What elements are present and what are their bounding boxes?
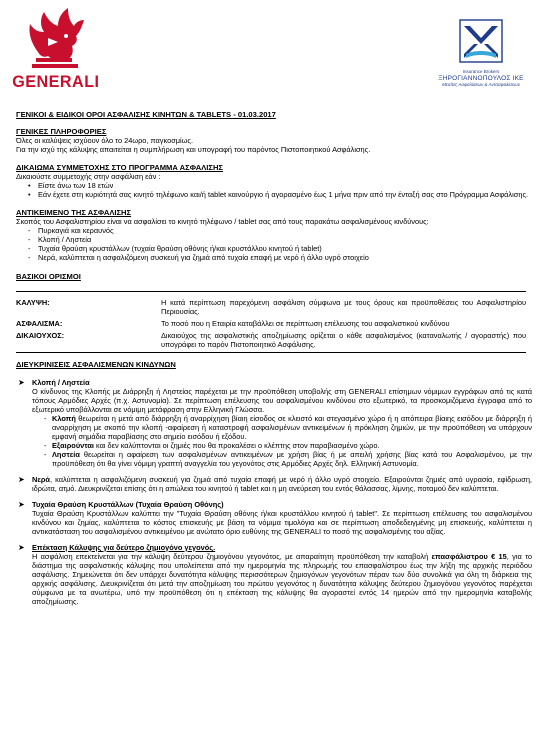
sub-term: Εξαιρούνται [52, 441, 94, 450]
risk-title: Τυχαία Θραύση Κρυστάλλων (Τυχαία Θραύση Οθόνης) [32, 500, 224, 509]
section-heading-general: ΓΕΝΙΚΕΣ ΠΛΗΡΟΦΟΡΙΕΣ [16, 127, 107, 136]
broker-logo [425, 14, 537, 100]
divider [16, 291, 526, 292]
winged-lion-icon [18, 8, 92, 70]
risk-text: , για το διάστημα της ασφαλιστικής κάλυψης που υπολείπεται από την ημερομηνία της πληρωμής του επασφαλίστρου έως την λήξη της αρχικής περιόδου ασφάλισης. Σημειώνεται ότι δεν υπάρχει δυνατότητα κάλυψης περισσότερων ζημιογόνων γεγονότων πέραν των δύο συνολικά για όλη τη διάρκεια της αρχικής ασφάλισης. Διευκρινίζεται ότι μετά την αποζημίωση του πρώτου γεγονότος η δυνατότητα κάλυψης δεύτερου ζημιογόνου γεγονότος παρέχεται σύμφωνα με τα ανωτέρω, υπό την προϋπόθεση ότι η επέκταση της κάλυψης θα αγοραστεί εντός 14 ημερών από την ημερομηνία καταβολής αποζημίωσης. [32, 552, 532, 606]
table-row [16, 298, 526, 319]
definition-text: Δικαιούχος της ασφαλιστικής αποζημίωσης ορίζεται ο κάθε ασφαλισμένος (καταναλωτής / αγοραστής) που υπογράφει το παρόν Πιστοποιητικό Ασφάλισης. [161, 331, 526, 349]
definitions-table [16, 298, 526, 352]
risk-text: Η ασφάλιση επεκτείνεται για την κάλυψη δεύτερου ζημιογόνου γεγονότος, με απαραίτητη προϋπόθεση την καταβολή [32, 552, 432, 561]
eligibility-list [16, 181, 532, 199]
sub-text: και δεν καλύπτονται οι ζημιές που θα προκαλέσει ο κλέπτης στον παραβιασμένο χώρο. [93, 441, 380, 450]
document-body [16, 110, 532, 606]
section-heading-definitions: ΒΑΣΙΚΟΙ ΟΡΙΣΜΟΙ [16, 272, 81, 281]
list-item [44, 450, 532, 468]
risk-body: Τυχαία Θραύση Κρυστάλλων καλύπτει την "Τυχαία Θραύση οθόνης ή/και κρυστάλλου κινητού ή tablet". Σε περίπτωση επέλευσης του ασφαλισμένου κινδύνου και ζημίας, καλύπτεται το κόστος επισκευής με βάση τα νόμιμα τιμολόγια και σε περίπτωση αποδεδειγμένης μη επισκευής, καλύπτεται η αντικατάσταση του ασφαλισμένου αντικειμένου με ανώτατο όριο ευθύνης της GENERALI το ποσό της ασφαλισμένης του αξίας. [32, 509, 532, 536]
sub-text: θεωρείται η αφαίρεση των ασφαλισμένων αντικειμένων με χρήση βίας ή με απειλή χρήσης βίας κατά του Ασφαλισμένου, με την προϋπόθεση ότι θα γίνει νόμιμη γραπτή αναγγελία του γεγονότος στις Αρμόδιες Αρχές δηλ. Ελληνική Αστυνομία. [52, 450, 532, 468]
generali-wordmark: GENERALI [12, 72, 100, 91]
object-intro: Σκοπός του Ασφαλιστηρίου είναι να ασφαλίσει το κινητό τηλέφωνο / tablet σας από τους παρακάτω ασφαλισμένους κινδύνους: [16, 217, 429, 226]
list-item: - Νερά, καλύπτεται η ασφαλιζόμενη συσκευή για ζημιά από τυχαία επαφή με νερό ή άλλο υγρό στοιχείο [28, 253, 532, 262]
risk-glass [16, 500, 532, 536]
risk-second-event [16, 543, 532, 606]
eligibility-intro: Δικαιούστε συμμετοχής στην ασφάλιση εάν : [16, 172, 161, 181]
definition-text: Το ποσό που η Εταιρία καταβάλλει σε περίπτωση επέλευσης του ασφαλιστικού κινδύνου [161, 319, 450, 328]
sub-term: Ληστεία [52, 450, 80, 459]
section-heading-eligibility: ΔΙΚΑΙΩΜΑ ΣΥΜΜΕΤΟΧΗΣ ΣΤΟ ΠΡΟΓΡΑΜΜΑ ΑΣΦΑΛΙΣΗΣ [16, 163, 223, 172]
risk-body: Ο κίνδυνος της Κλοπής με Διάρρηξη ή Ληστείας παρέχεται με την προϋπόθεση υποβολής στη GENERALI επίσημων νόμιμων εγγράφων από τις κατά τόπους Αρμόδιες Αρχές (π.χ. Αστυνομία). Σε περίπτωση επέλευσης του ασφαλισμένου κινδύνου στο εξωτερικό, τα προσκομιζόμενα έγγραφα από το εξωτερικό υποβάλλονται σε νόμιμη μετάφραση στην Ελληνική Γλώσσα. [32, 387, 532, 414]
risk-sublist [32, 414, 532, 468]
risk-title: Επέκταση Κάλυψης για δεύτερο ζημιογόνο γεγονός. [32, 543, 216, 552]
sub-text: θεωρείται η μετά από διάρρηξη ή αναρρίχηση βίαιη είσοδος σε κλειστό και στεγασμένο χώρο ή η απόπειρα βίαιης εισόδου με διάρρηξη ή αναρρίχηση με σκοπό την κλοπή -αφαίρεση ή καταστροφή ασφαλισμένων αντικειμένων ή πρόκληση ζημιών, με την προϋπόθεση να υπάρχουν εμφανή σημάδια παραβίασης στο σημείο εισόδου ή εξόδου. [52, 414, 532, 441]
arrow-bullet-icon: ➤ [18, 500, 25, 509]
list-item: - Τυχαία θραύση κρυστάλλων (τυχαία θραύση οθόνης ή/και κρυστάλλου κινητού ή tablet) [28, 244, 532, 253]
risk-title: Κλοπή / Ληστεία [32, 378, 90, 387]
risk-body [32, 475, 532, 493]
risk-body [32, 552, 532, 606]
general-line: Όλες οι καλύψεις ισχύουν όλο το 24ωρο, παγκοσμίως. [16, 136, 194, 145]
list-item: - Πυρκαγιά και κεραυνός [28, 226, 532, 235]
divider [16, 352, 526, 353]
arrow-bullet-icon: ➤ [18, 378, 25, 387]
list-item: • Εάν έχετε στη κυριότητά σας κινητό τηλέφωνο και/ή tablet καινούργιο ή αγορασμένο έως 1 μήνα πριν από την ένταξή σας στο Πρόγραμμα Ασφάλισης. [28, 190, 532, 199]
risk-text: , καλύπτεται η ασφαλιζόμενη συσκευή για ζημιά από τυχαία επαφή με νερό ή άλλο υγρό στοιχείο. Εξαιρούνται ζημιές από υγρασία, εφίδρωση, ιδρώτα, ατμό. Διευκρινίζεται επίσης ότι η απώλεια του κινητού ή tablet και η μη ανεύρεση του εντός θάλασσας, λίμνης, ποταμού δεν καλύπτεται. [32, 475, 532, 493]
list-item: - Κλοπή / Ληστεία [28, 235, 532, 244]
premium-amount: επασφάλιστρου € 15 [431, 552, 507, 561]
broker-name: ΞΗΡΟΓΙΑΝΝΟΠΟΥΛΟΣ ΙΚΕ [438, 75, 524, 82]
section-heading-clarifications: ΔΙΕΥΚΡΙΝΙΣΕΙΣ ΑΣΦΑΛΙΣΜΕΝΩΝ ΚΙΝΔΥΝΩΝ [16, 360, 176, 369]
general-line: Για την ισχύ της κάλυψης απαιτείται η συμπλήρωση και υπογραφή του παρόντος Πιστοποιητικού Ασφάλισης. [16, 145, 371, 154]
definition-term: ΑΣΦΑΛΙΣΜΑ: [16, 319, 63, 328]
definition-term: ΚΑΛΥΨΗ: [16, 298, 50, 307]
list-item [44, 414, 532, 441]
generali-logo [10, 8, 100, 100]
risk-title: Νερά [32, 475, 50, 484]
object-list [16, 226, 532, 262]
broker-subtitle: Μεσίτες Ασφαλίσεων & Αντασφαλίσεων [442, 82, 520, 87]
arrow-bullet-icon: ➤ [18, 543, 25, 552]
broker-tagline: Insurance Brokers [462, 69, 500, 74]
definition-term: ΔΙΚΑΙΟΥΧΟΣ: [16, 331, 65, 340]
sub-term: Κλοπή [52, 414, 76, 423]
broker-emblem-icon [454, 14, 508, 68]
list-item [44, 441, 532, 450]
risk-water [16, 475, 532, 493]
definition-text: Η κατά περίπτωση παρεχόμενη ασφάλιση σύμφωνα με τους όρους και προϋποθέσεις του Ασφαλιστηρίου Περιουσίας. [161, 298, 526, 316]
document-title: ΓΕΝΙΚΟΙ & ΕΙΔΙΚΟΙ ΟΡΟΙ ΑΣΦΑΛΙΣΗΣ ΚΙΝΗΤΩΝ & TABLETS - 01.03.2017 [16, 110, 276, 119]
table-row [16, 331, 526, 352]
arrow-bullet-icon: ➤ [18, 475, 25, 484]
section-heading-object: ΑΝΤΙΚΕΙΜΕΝΟ ΤΗΣ ΑΣΦΑΛΙΣΗΣ [16, 208, 132, 217]
risk-theft [16, 378, 532, 468]
list-item: • Είστε άνω των 18 ετών [28, 181, 532, 190]
table-row [16, 319, 526, 331]
